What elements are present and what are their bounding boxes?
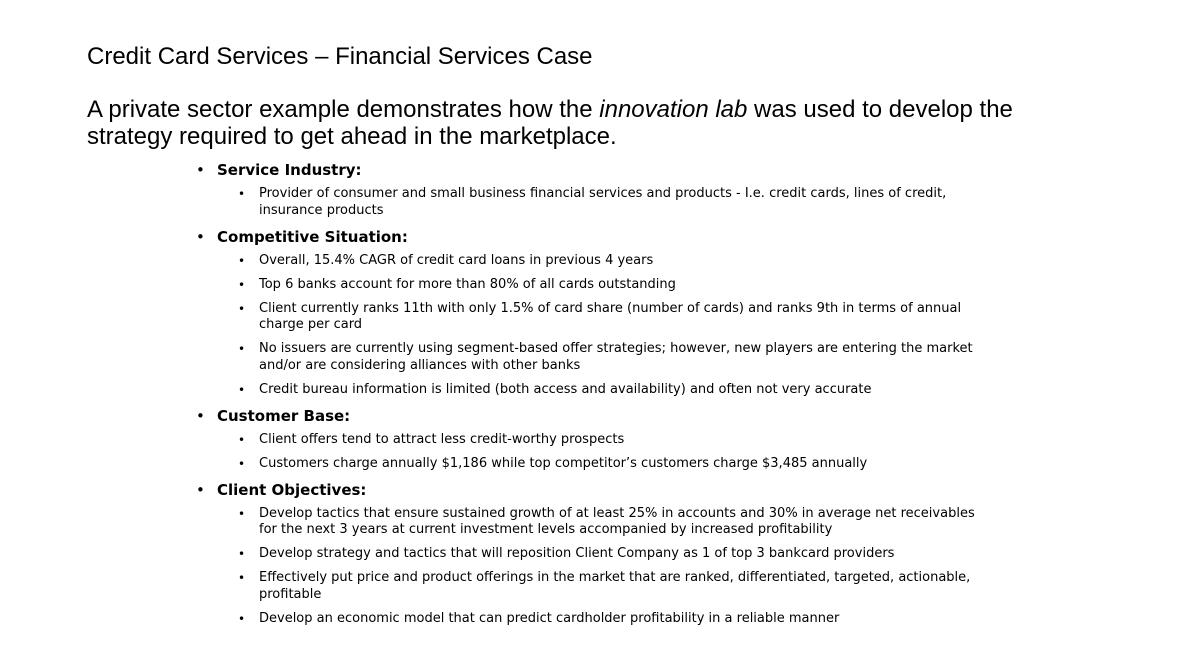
- section-heading: • Service Industry:: [196, 160, 996, 180]
- list-item: [238, 381, 994, 399]
- list-item-text: Credit bureau information is limited (both access and availability) and often not very accurate: [259, 381, 872, 397]
- bullet-icon: •: [238, 277, 246, 292]
- bullet-icon: •: [238, 342, 246, 356]
- list-item: [238, 186, 994, 219]
- list-item-text: Client currently ranks 11th with only 1.5% of card share (number of cards) and ranks 9th in terms of annual charge per card: [259, 300, 962, 332]
- bullet-icon: •: [238, 456, 246, 471]
- list-item-text: No issuers are currently using segment-based offer strategies; however, new players are entering the market and/or are considering alliances with other banks: [259, 341, 973, 373]
- list-item: [238, 252, 994, 270]
- subtitle-text-after: was used to develop the strategy required to get ahead in the marketplace.: [87, 96, 1013, 150]
- section-competitive-situation: [196, 227, 996, 399]
- bullet-icon: •: [238, 187, 246, 201]
- subtitle: [87, 96, 1087, 150]
- bullet-list: [196, 186, 996, 219]
- list-item-text: Develop strategy and tactics that will reposition Client Company as 1 of top 3 bankcard providers: [259, 546, 895, 561]
- bullet-icon: •: [238, 432, 246, 447]
- section-service-industry: [196, 160, 996, 219]
- list-item: [238, 546, 994, 563]
- subtitle-emphasis: innovation lab: [599, 96, 748, 123]
- bullet-icon: •: [238, 611, 246, 626]
- section-heading: • Client Objectives:: [196, 480, 996, 500]
- section-client-objectives: [196, 480, 996, 628]
- list-item: [238, 341, 994, 374]
- list-item-text: Provider of consumer and small business financial services and products - I.e. credit cards, lines of credit, insurance products: [259, 186, 947, 218]
- bullet-icon: •: [238, 571, 246, 585]
- list-item-text: Customers charge annually $1,186 while top competitor’s customers charge $3,485 annually: [259, 455, 868, 471]
- list-item: [238, 455, 994, 473]
- bullet-icon: •: [238, 253, 246, 268]
- list-item-text: Develop an economic model that can predict cardholder profitability in a reliable manner: [259, 610, 840, 626]
- bullet-list: [196, 506, 996, 628]
- case-sections: [196, 160, 996, 635]
- bullet-icon: •: [238, 301, 246, 316]
- list-item-text: Develop tactics that ensure sustained growth of at least 25% in accounts and 30% in average net receivables for the next 3 years at current investment levels accompanied by increased profitability: [259, 505, 975, 537]
- list-item-text: Effectively put price and product offerings in the market that are ranked, differentiated, targeted, actionable, profitable: [259, 570, 971, 602]
- subtitle-text-before: A private sector example demonstrates how the: [87, 96, 600, 123]
- list-item-text: Overall, 15.4% CAGR of credit card loans in previous 4 years: [259, 252, 654, 268]
- list-item: [238, 431, 994, 449]
- list-item-text: Client offers tend to attract less credit-worthy prospects: [259, 431, 625, 447]
- section-heading: • Customer Base:: [196, 406, 996, 426]
- list-item: [238, 300, 994, 334]
- section-heading: • Competitive Situation:: [196, 227, 996, 247]
- bullet-icon: •: [238, 382, 246, 397]
- list-item: [238, 505, 994, 539]
- bullet-list: [196, 253, 996, 399]
- list-item: [238, 570, 994, 603]
- bullet-icon: •: [238, 506, 246, 521]
- bullet-icon: •: [238, 547, 246, 561]
- list-item-text: Top 6 banks account for more than 80% of all cards outstanding: [259, 276, 676, 292]
- list-item: [238, 276, 994, 294]
- page-title: Credit Card Services – Financial Services Case: [87, 43, 593, 70]
- bullet-list: [196, 432, 996, 473]
- section-customer-base: [196, 406, 996, 473]
- list-item: [238, 610, 994, 628]
